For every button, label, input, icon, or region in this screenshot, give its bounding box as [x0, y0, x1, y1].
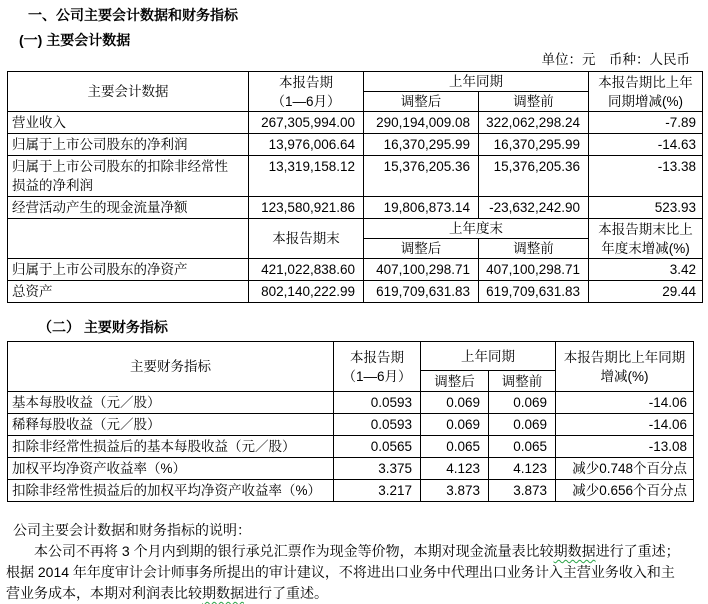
cell-adjusted: 16,370,295.99	[364, 134, 479, 156]
row-label: 归属于上市公司股东的扣除非经常性损益的净利润	[8, 156, 249, 197]
table-row	[8, 414, 694, 436]
header-current-line2: （1—6月）	[271, 93, 341, 109]
cell-adjusted: 4.123	[421, 458, 489, 480]
cell-before: 16,370,295.99	[479, 134, 589, 156]
header2-change-line2: 年度末增减(%)	[601, 240, 690, 256]
cell-before: 15,376,205.36	[479, 156, 589, 197]
financial-header-row-1	[8, 342, 694, 371]
cell-change: -13.38	[589, 156, 703, 197]
table-row	[8, 259, 703, 281]
header2-change-line1: 本报告期末比上	[598, 221, 693, 237]
cell-change: -14.63	[589, 134, 703, 156]
notes-line-1	[6, 541, 708, 562]
table-row	[8, 197, 703, 219]
cell-current: 3.375	[334, 458, 421, 480]
cell-current: 802,140,222.99	[249, 281, 364, 303]
cell-before: 0.065	[489, 436, 556, 458]
section-1-title: (一) 主要会计数据	[19, 32, 131, 48]
cell-change: -13.08	[556, 436, 694, 458]
cell-before: 322,062,298.24	[479, 112, 589, 134]
header-adjusted: 调整后	[421, 371, 489, 392]
header-main-label: 主要会计数据	[8, 72, 249, 112]
cell-change: -14.06	[556, 414, 694, 436]
header-change-line1: 本报告期比上年	[598, 74, 693, 90]
cell-current: 13,319,158.12	[249, 156, 364, 197]
notes-line-3	[6, 583, 708, 604]
cell-adjusted: 619,709,631.83	[364, 281, 479, 303]
header-change-line2: 同期增减(%)	[608, 93, 683, 109]
row-label: 扣除非经常性损益后的基本每股收益（元／股）	[8, 436, 334, 458]
cell-adjusted: 407,100,298.71	[364, 259, 479, 281]
header2-adjusted: 调整后	[364, 239, 479, 259]
header2-empty-cell	[8, 219, 249, 259]
cell-current: 3.217	[334, 480, 421, 502]
accounting-header-row-1	[8, 72, 703, 92]
cell-current: 421,022,838.60	[249, 259, 364, 281]
header-current-line2: （1—6月）	[342, 368, 412, 384]
row-label: 加权平均净资产收益率（%）	[8, 458, 334, 480]
cell-adjusted: 3.873	[421, 480, 489, 502]
header-before-adjust: 调整前	[489, 371, 556, 392]
accounting-data-table	[7, 71, 703, 303]
cell-before: 3.873	[489, 480, 556, 502]
cell-current: 13,976,006.64	[249, 134, 364, 156]
row-label: 营业收入	[8, 112, 249, 134]
unit-currency-note: 单位：元 币种：人民币	[541, 52, 690, 67]
cell-before: 4.123	[489, 458, 556, 480]
header2-current-period-end: 本报告期末	[249, 219, 364, 259]
header2-before-adjust: 调整前	[479, 239, 589, 259]
cell-adjusted: 19,806,873.14	[364, 197, 479, 219]
cell-change: -14.06	[556, 392, 694, 414]
financial-indicators-table	[7, 341, 694, 502]
header2-prior-year-end: 上年度末	[364, 219, 589, 239]
table-row	[8, 134, 703, 156]
cell-before: 407,100,298.71	[479, 259, 589, 281]
grammar-check-squiggle: 期数据	[202, 585, 244, 601]
row-label: 扣除非经常性损益后的加权平均净资产收益率（%）	[8, 480, 334, 502]
header-before-adjust: 调整前	[479, 92, 589, 112]
table-row	[8, 156, 703, 197]
notes-text: 进行了重述；	[595, 543, 680, 559]
table-row	[8, 392, 694, 414]
cell-change: 29.44	[589, 281, 703, 303]
row-label: 归属于上市公司股东的净资产	[8, 259, 249, 281]
table-row	[8, 112, 703, 134]
header-current-line1: 本报告期	[350, 349, 404, 365]
cell-current: 0.0565	[334, 436, 421, 458]
cell-adjusted: 15,376,205.36	[364, 156, 479, 197]
notes-text: 根据 2014 年年度审计会计师事务所提出的审计建议，不将进出口业务中代理出口业务计入主营业务收入和主	[6, 564, 675, 580]
header-current-line1: 本报告期	[279, 74, 333, 90]
header-change	[589, 72, 703, 112]
table-row	[8, 480, 694, 502]
row-label: 经营活动产生的现金流量净额	[8, 197, 249, 219]
header-adjusted: 调整后	[364, 92, 479, 112]
cell-change: 减少0.748个百分点	[556, 458, 694, 480]
section-2-title: （二） 主要财务指标	[38, 319, 168, 335]
cell-before: 0.069	[489, 392, 556, 414]
header-change-line1: 本报告期比上年同期	[563, 349, 686, 365]
grammar-check-squiggle: 期数据	[553, 543, 596, 559]
cell-change: -7.89	[589, 112, 703, 134]
notes-text: 营业务成本，本期对利润表比较	[6, 585, 202, 601]
table-row	[8, 436, 694, 458]
cell-current: 0.0593	[334, 392, 421, 414]
table-row	[8, 281, 703, 303]
page-title: 一、公司主要会计数据和财务指标	[28, 7, 238, 23]
cell-adjusted: 0.065	[421, 436, 489, 458]
notes-line-2	[6, 562, 708, 583]
row-label: 总资产	[8, 281, 249, 303]
header-prior-period: 上年同期	[364, 72, 589, 92]
cell-before: 0.069	[489, 414, 556, 436]
cell-change: 523.93	[589, 197, 703, 219]
notes-section	[6, 520, 708, 604]
header-prior-period: 上年同期	[421, 342, 556, 371]
cell-current: 267,305,994.00	[249, 112, 364, 134]
cell-before: -23,632,242.90	[479, 197, 589, 219]
accounting-header2-row-1	[8, 219, 703, 239]
cell-current: 0.0593	[334, 414, 421, 436]
notes-text: 本公司不再将 3 个月内到期的银行承兑汇票作为现金等价物，本期对现金流量表比较	[34, 543, 554, 559]
cell-change: 3.42	[589, 259, 703, 281]
header-current-period	[249, 72, 364, 112]
cell-change: 减少0.656个百分点	[556, 480, 694, 502]
header-main-label: 主要财务指标	[8, 342, 334, 392]
header-current-period	[334, 342, 421, 392]
row-label: 基本每股收益（元／股）	[8, 392, 334, 414]
row-label: 稀释每股收益（元／股）	[8, 414, 334, 436]
notes-text: 进行了重述。	[244, 585, 328, 601]
header-change	[556, 342, 694, 392]
cell-current: 123,580,921.86	[249, 197, 364, 219]
header-change-line2: 增减(%)	[600, 368, 649, 384]
notes-heading: 公司主要会计数据和财务指标的说明：	[13, 522, 251, 538]
cell-adjusted: 0.069	[421, 414, 489, 436]
row-label: 归属于上市公司股东的净利润	[8, 134, 249, 156]
header2-change	[589, 219, 703, 259]
cell-before: 619,709,631.83	[479, 281, 589, 303]
cell-adjusted: 0.069	[421, 392, 489, 414]
cell-adjusted: 290,194,009.08	[364, 112, 479, 134]
table-row	[8, 458, 694, 480]
